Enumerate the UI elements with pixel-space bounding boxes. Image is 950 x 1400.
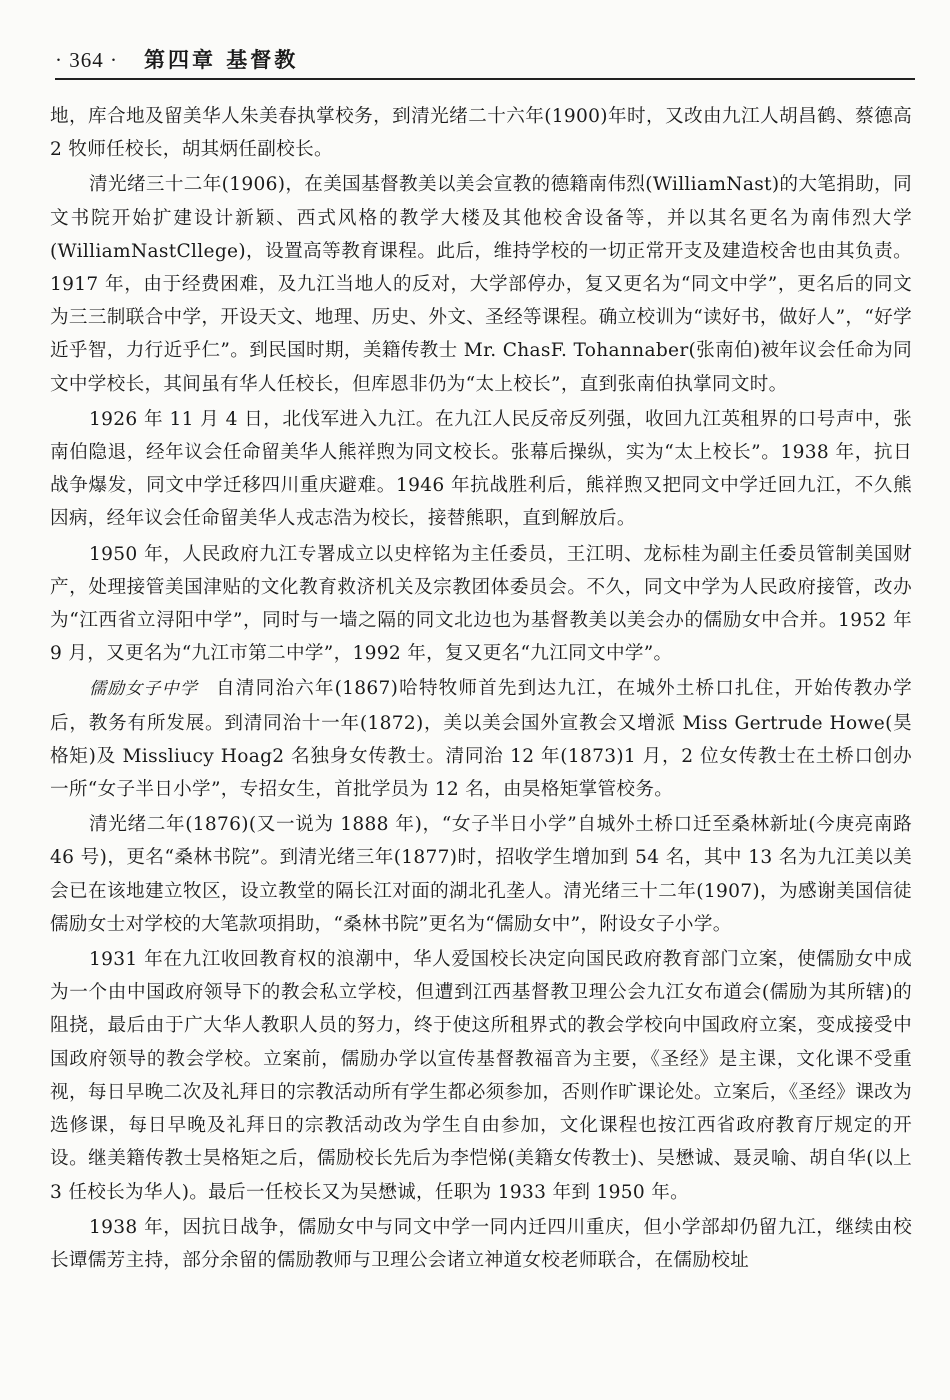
- paragraph-text: 1950 年，人民政府九江专署成立以史梓铭为主任委员，王江明、龙标桂为副主任委员管制美国财产，处理接管美国津贴的文化教育救济机关及宗教团体委员会。不久，同文中学为人民政府接管，改办为“江西省立浔阳中学”，同时与一墙之隔的同文北边也为基督教美以美会办的儒励女中合并。1952 年 9 月，又更名为“九江市第二中学”，1992 年，复又更名“九江同文中学”。: [50, 543, 912, 665]
- paragraph: [50, 538, 912, 671]
- paragraph-text: 1931 年在九江收回教育权的浪潮中，华人爱国校长决定向国民政府教育部门立案，使儒励女中成为一个由中国政府领导下的教会私立学校，但遭到江西基督教卫理公会九江女布道会(儒励为其所辖)的阻挠，最后由于广大华人教职人员的努力，终于使这所租界式的教会学校向中国政府立案，变成接受中国政府领导的教会学校。立案前，儒励办学以宣传基督教福音为主要，《圣经》是主课，文化课不受重视，每日早晚二次及礼拜日的宗教活动所有学生都必须参加，否则作旷课论处。立案后，《圣经》课改为选修课，每日早晚及礼拜日的宗教活动改为学生自由参加，文化课程也按江西省政府教育厅规定的开设。继美籍传教士昊格矩之后，儒励校长先后为李恺悌(美籍女传教士)、吴懋诚、聂灵喻、胡自华(以上 3 任校长为华人)。最后一任校长又为吴懋诚，任职为 1933 年到 1950 年。: [50, 949, 912, 1203]
- paragraph-text: 自清同治六年(1867)哈特牧师首先到达九江，在城外土桥口扎住，开始传教办学后，教务有所发展。到清同治十一年(1872)，美以美会国外宣教会又增派 Miss Gertrude Howe(昊格矩)及 Missliucy Hoag2 名独身女传教士。清同治 12 年(1873)1 月，2 位女传教士在土桥口创办一所“女子半日小学”，专招女生，首批学员为 12 名，由昊格矩掌管校务。: [50, 678, 912, 801]
- paragraph: [50, 168, 912, 400]
- paragraph-text: 清光绪二年(1876)(又一说为 1888 年)，“女子半日小学”自城外土桥口迁至桑林新址(今庚亮南路 46 号)，更名“桑林书院”。到清光绪三年(1877)时，招收学生增加到 54 名，其中 13 名为九江美以美会已在该地建立牧区，设立教堂的隔长江对面的湖北孔垄人。清光绪三十二年(1907)，为感谢美国信徒儒励女士对学校的大笔款项捐助，“桑林书院”更名为“儒励女中”，附设女子小学。: [50, 814, 912, 935]
- section-lead-heading: 儒励女子中学: [89, 679, 199, 700]
- paragraph: [50, 672, 912, 806]
- paragraph-text: 地，库合地及留美华人朱美春执掌校务，到清光绪二十六年(1900)年时，又改由九江人胡昌鹤、蔡德高 2 牧师任校长，胡其炳任副校长。: [50, 106, 912, 161]
- paragraph-text: 清光绪三十二年(1906)，在美国基督教美以美会宣教的德籍南伟烈(WilliamNast)的大笔捐助，同文书院开始扩建设计新颖、西式风格的教学大楼及其他校舍设备等，并以其名更名为南伟烈大学(WilliamNastCllege)，设置高等教育课程。此后，维持学校的一切正常开支及建造校舍也由其负责。1917 年，由于经费困难，及九江当地人的反对，大学部停办，复又更名为“同文中学”，更名后的同文为三三制联合中学，开设天文、地理、历史、外文、圣经等课程。确立校训为“读好书，做好人”，“好学近乎智，力行近乎仁”。到民国时期，美籍传教士 Mr. ChasF. Tohannaber(张南伯)被年议会任命为同文中学校长，其间虽有华人任校长，但库恩非仍为“太上校长”，直到张南伯执掌同文时。: [50, 174, 912, 395]
- paragraph: [50, 808, 912, 941]
- paragraph-text: 1938 年，因抗日战争，儒励女中与同文中学一同内迁四川重庆，但小学部却仍留九江，继续由校长谭儒芳主持，部分余留的儒励教师与卫理公会诸立神道女校老师联合，在儒励校址: [50, 1216, 912, 1271]
- page-header: [55, 44, 298, 78]
- body-text: [50, 100, 912, 1279]
- page-number: · 364 ·: [55, 48, 118, 72]
- paragraph: [50, 1211, 912, 1277]
- chapter-title: 第四章 基督教: [144, 48, 299, 72]
- paragraph: [50, 100, 912, 166]
- paragraph: [50, 403, 912, 536]
- paragraph: [50, 943, 912, 1209]
- paragraph-text: 1926 年 11 月 4 日，北伐军进入九江。在九江人民反帝反列强，收回九江英租界的口号声中，张南伯隐退，经年议会任命留美华人熊祥煦为同文校长。张幕后操纵，实为“太上校长”。1938 年，抗日战争爆发，同文中学迁移四川重庆避难。1946 年抗战胜利后，熊祥煦又把同文中学迁回九江，不久熊因病，经年议会任命留美华人戎志浩为校长，接替熊职，直到解放后。: [50, 408, 913, 530]
- header-rule: [55, 78, 915, 80]
